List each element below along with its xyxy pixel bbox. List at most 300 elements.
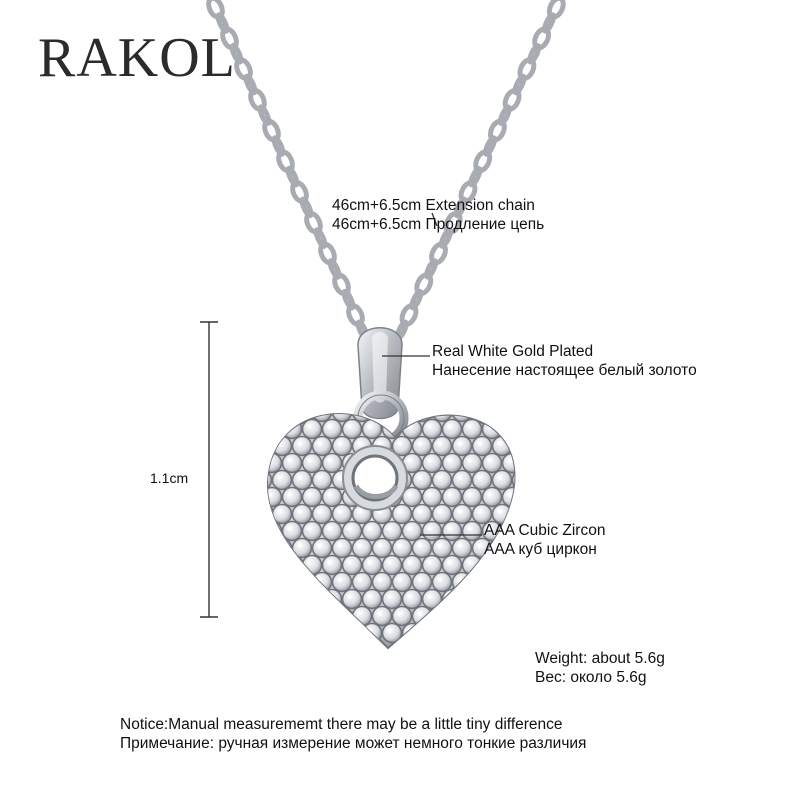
stone-label: [484, 521, 605, 559]
stone-sparkle: [277, 509, 281, 513]
zircon-stone: [393, 607, 412, 626]
stone-sparkle: [347, 560, 351, 564]
zircon-stone: [433, 607, 452, 626]
zircon-stone: [503, 624, 522, 643]
zircon-stone: [413, 471, 432, 490]
zircon-stone: [483, 454, 502, 473]
zircon-stone: [313, 539, 332, 558]
zircon-stone: [333, 607, 352, 626]
zircon-stone: [473, 573, 492, 592]
zircon-stone: [283, 590, 302, 609]
stone-sparkle: [347, 594, 351, 598]
stone-sparkle: [317, 475, 321, 479]
stone-sparkle: [477, 577, 481, 581]
zircon-stone: [493, 471, 512, 490]
stone-sparkle: [417, 475, 421, 479]
stone-sparkle: [437, 407, 441, 411]
stone-sparkle: [417, 577, 421, 581]
zircon-stone: [323, 624, 342, 643]
chain-label-ru: 46cm+6.5cm Продление цепь: [332, 216, 545, 233]
zircon-stone: [353, 539, 372, 558]
stone-sparkle: [367, 560, 371, 564]
stone-sparkle: [297, 509, 301, 513]
stone-sparkle: [287, 560, 291, 564]
zircon-stone: [503, 420, 522, 439]
stone-sparkle: [417, 611, 421, 615]
zircon-stone: [253, 539, 272, 558]
zircon-stone: [383, 556, 402, 575]
stone-sparkle: [357, 611, 361, 615]
stone-sparkle: [437, 509, 441, 513]
zircon-stone: [483, 420, 502, 439]
stone-sparkle: [337, 475, 341, 479]
zircon-stone: [343, 420, 362, 439]
stone-sparkle: [257, 509, 261, 513]
zircon-stone: [333, 539, 352, 558]
stone-sparkle: [507, 424, 511, 428]
zircon-stone: [413, 505, 432, 524]
zircon-stone: [463, 488, 482, 507]
zircon-stone: [333, 505, 352, 524]
stone-sparkle: [307, 628, 311, 632]
stone-sparkle: [267, 594, 271, 598]
stone-sparkle: [507, 560, 511, 564]
zircon-stone: [323, 556, 342, 575]
zircon-stone: [333, 573, 352, 592]
stone-sparkle: [317, 407, 321, 411]
zircon-stone: [313, 505, 332, 524]
zircon-stone: [483, 624, 502, 643]
zircon-stone: [373, 539, 392, 558]
stone-sparkle: [487, 560, 491, 564]
stone-sparkle: [257, 407, 261, 411]
zircon-stone: [453, 573, 472, 592]
stone-sparkle: [447, 492, 451, 496]
stone-sparkle: [397, 509, 401, 513]
stone-sparkle: [517, 577, 521, 581]
zircon-stone: [383, 522, 402, 541]
zircon-stone: [313, 403, 332, 422]
stone-sparkle: [477, 475, 481, 479]
stone-sparkle: [487, 628, 491, 632]
zircon-stone: [273, 539, 292, 558]
zircon-stone: [443, 624, 462, 643]
chain-length-label: [332, 196, 544, 234]
stone-sparkle: [467, 492, 471, 496]
stone-sparkle: [457, 509, 461, 513]
stone-sparkle: [437, 577, 441, 581]
stone-sparkle: [287, 526, 291, 530]
zircon-stone: [393, 539, 412, 558]
stone-sparkle: [437, 611, 441, 615]
chain: [206, 0, 566, 340]
zircon-stone: [273, 403, 292, 422]
stone-sparkle: [257, 543, 261, 547]
stone-sparkle: [337, 509, 341, 513]
stone-sparkle: [517, 509, 521, 513]
stone-sparkle: [517, 441, 521, 445]
zircon-stone: [303, 454, 322, 473]
stone-sparkle: [297, 611, 301, 615]
measurement-notice: [120, 715, 586, 753]
stone-sparkle: [467, 526, 471, 530]
zircon-stone: [423, 488, 442, 507]
zircon-stone: [263, 420, 282, 439]
zircon-stone: [283, 522, 302, 541]
zircon-stone: [443, 454, 462, 473]
zircon-stone: [473, 471, 492, 490]
zircon-stone: [263, 488, 282, 507]
zircon-stone: [323, 488, 342, 507]
stone-sparkle: [447, 628, 451, 632]
zircon-stone: [443, 590, 462, 609]
stone-sparkle: [457, 441, 461, 445]
stone-sparkle: [427, 526, 431, 530]
size-bracket: [200, 322, 218, 617]
stone-label-ru: AAA куб циркон: [484, 541, 597, 558]
stone-sparkle: [417, 441, 421, 445]
zircon-stone: [313, 607, 332, 626]
stone-sparkle: [327, 424, 331, 428]
zircon-stone: [473, 437, 492, 456]
stone-sparkle: [517, 407, 521, 411]
zircon-stone: [293, 607, 312, 626]
stone-sparkle: [357, 543, 361, 547]
zircon-stone: [453, 437, 472, 456]
stone-sparkle: [327, 526, 331, 530]
zircon-stone: [513, 403, 532, 422]
stone-sparkle: [397, 543, 401, 547]
zircon-stone: [513, 573, 532, 592]
stone-sparkle: [407, 458, 411, 462]
stone-sparkle: [427, 560, 431, 564]
stone-sparkle: [317, 509, 321, 513]
zircon-stone: [263, 522, 282, 541]
stone-sparkle: [357, 509, 361, 513]
zircon-stone: [253, 437, 272, 456]
stone-sparkle: [367, 424, 371, 428]
stone-sparkle: [477, 611, 481, 615]
zircon-stone: [433, 505, 452, 524]
stone-sparkle: [467, 594, 471, 598]
zircon-stone: [263, 454, 282, 473]
stone-sparkle: [417, 407, 421, 411]
stone-sparkle: [517, 611, 521, 615]
stone-sparkle: [407, 492, 411, 496]
stone-sparkle: [387, 628, 391, 632]
stone-sparkle: [457, 407, 461, 411]
zircon-stone: [363, 590, 382, 609]
zircon-stone: [453, 505, 472, 524]
size-label: 1.1cm: [150, 470, 189, 486]
stone-sparkle: [327, 594, 331, 598]
zircon-stone: [253, 573, 272, 592]
stone-sparkle: [287, 424, 291, 428]
stone-sparkle: [297, 543, 301, 547]
stone-sparkle: [457, 543, 461, 547]
stone-sparkle: [477, 407, 481, 411]
stone-sparkle: [337, 407, 341, 411]
stone-sparkle: [307, 526, 311, 530]
stone-sparkle: [507, 492, 511, 496]
stone-sparkle: [277, 611, 281, 615]
zircon-stone: [323, 454, 342, 473]
zircon-stone: [473, 607, 492, 626]
stone-label-en: AAA Cubic Zircon: [484, 522, 606, 539]
zircon-stone: [343, 590, 362, 609]
zircon-stone: [443, 420, 462, 439]
stone-sparkle: [467, 628, 471, 632]
stone-sparkle: [427, 492, 431, 496]
zircon-stone: [323, 590, 342, 609]
weight-label-en: Weight: about 5.6g: [535, 650, 665, 667]
zircon-stone: [263, 624, 282, 643]
stone-sparkle: [377, 441, 381, 445]
stone-sparkle: [387, 526, 391, 530]
stone-sparkle: [387, 560, 391, 564]
zircon-stone: [303, 590, 322, 609]
stone-sparkle: [307, 424, 311, 428]
stone-sparkle: [327, 492, 331, 496]
zircon-stone: [343, 556, 362, 575]
stone-sparkle: [497, 407, 501, 411]
zircon-stone: [453, 471, 472, 490]
stone-sparkle: [257, 577, 261, 581]
stone-sparkle: [337, 611, 341, 615]
stone-sparkle: [377, 543, 381, 547]
stone-sparkle: [477, 509, 481, 513]
stone-sparkle: [477, 441, 481, 445]
stone-sparkle: [377, 577, 381, 581]
stone-sparkle: [407, 594, 411, 598]
stone-sparkle: [347, 424, 351, 428]
brand-logo: RAKOL: [38, 27, 236, 89]
zircon-stone: [463, 624, 482, 643]
stone-sparkle: [497, 611, 501, 615]
stone-sparkle: [327, 458, 331, 462]
zircon-stone: [403, 590, 422, 609]
zircon-stone: [253, 505, 272, 524]
zircon-stone: [283, 454, 302, 473]
stone-sparkle: [507, 594, 511, 598]
stone-sparkle: [307, 560, 311, 564]
zircon-stone: [493, 607, 512, 626]
zircon-stone: [493, 403, 512, 422]
zircon-stone: [303, 522, 322, 541]
zircon-stone: [283, 556, 302, 575]
weight-label: [535, 649, 665, 687]
zircon-stone: [513, 607, 532, 626]
zircon-stone: [423, 522, 442, 541]
zircon-stone: [433, 471, 452, 490]
stone-sparkle: [497, 441, 501, 445]
stone-sparkle: [267, 560, 271, 564]
stone-sparkle: [437, 441, 441, 445]
zircon-stone: [283, 488, 302, 507]
stone-sparkle: [317, 543, 321, 547]
stone-sparkle: [437, 543, 441, 547]
stone-sparkle: [287, 628, 291, 632]
zircon-stone: [273, 607, 292, 626]
stone-sparkle: [447, 526, 451, 530]
zircon-stone: [513, 437, 532, 456]
zircon-stone: [473, 403, 492, 422]
zircon-stone: [413, 607, 432, 626]
zircon-stone: [263, 556, 282, 575]
plating-label-ru: Нанесение настоящее белый золото: [432, 362, 697, 379]
stone-sparkle: [267, 628, 271, 632]
zircon-stone: [373, 607, 392, 626]
stone-sparkle: [367, 526, 371, 530]
stone-sparkle: [487, 594, 491, 598]
stone-sparkle: [427, 458, 431, 462]
stone-sparkle: [427, 594, 431, 598]
stone-sparkle: [267, 424, 271, 428]
zircon-stone: [403, 556, 422, 575]
zircon-stone: [463, 556, 482, 575]
stone-sparkle: [347, 628, 351, 632]
stone-sparkle: [287, 594, 291, 598]
zircon-stone: [393, 573, 412, 592]
zircon-stone: [443, 522, 462, 541]
zircon-stone: [423, 556, 442, 575]
zircon-stone: [423, 454, 442, 473]
stone-sparkle: [307, 458, 311, 462]
zircon-stone: [293, 437, 312, 456]
zircon-stone: [253, 403, 272, 422]
stone-sparkle: [457, 475, 461, 479]
zircon-stone: [493, 573, 512, 592]
stone-sparkle: [447, 458, 451, 462]
stone-sparkle: [297, 407, 301, 411]
plating-label: [432, 342, 697, 380]
zircon-stone: [503, 590, 522, 609]
stone-sparkle: [477, 543, 481, 547]
zircon-stone: [293, 539, 312, 558]
notice-ru: Примечание: ручная измерение может немного тонкие различия: [120, 735, 587, 752]
plating-label-en: Real White Gold Plated: [432, 343, 594, 360]
weight-label-ru: Вес: около 5.6g: [535, 669, 647, 686]
zircon-stone: [303, 488, 322, 507]
stone-sparkle: [427, 424, 431, 428]
stone-sparkle: [277, 543, 281, 547]
zircon-stone: [453, 403, 472, 422]
stone-sparkle: [397, 611, 401, 615]
stone-sparkle: [507, 628, 511, 632]
zircon-stone: [313, 437, 332, 456]
zircon-stone: [423, 590, 442, 609]
stone-sparkle: [357, 441, 361, 445]
stone-sparkle: [497, 577, 501, 581]
zircon-stone: [463, 420, 482, 439]
stone-sparkle: [497, 509, 501, 513]
stone-sparkle: [407, 560, 411, 564]
stone-sparkle: [397, 441, 401, 445]
chain-label-en: 46cm+6.5cm Extension chain: [332, 197, 535, 214]
zircon-stone: [423, 420, 442, 439]
stone-sparkle: [277, 407, 281, 411]
zircon-stone: [383, 590, 402, 609]
stone-sparkle: [327, 628, 331, 632]
zircon-stone: [343, 624, 362, 643]
stone-sparkle: [297, 475, 301, 479]
zircon-stone: [423, 624, 442, 643]
zircon-stone: [323, 522, 342, 541]
zircon-stone: [363, 522, 382, 541]
zircon-stone: [403, 522, 422, 541]
zircon-stone: [453, 539, 472, 558]
stone-sparkle: [487, 492, 491, 496]
zircon-stone: [433, 573, 452, 592]
zircon-stone: [463, 590, 482, 609]
stone-sparkle: [347, 526, 351, 530]
zircon-stone: [413, 539, 432, 558]
zircon-stone: [273, 573, 292, 592]
stone-sparkle: [437, 475, 441, 479]
zircon-stone: [333, 403, 352, 422]
stone-sparkle: [337, 577, 341, 581]
stone-sparkle: [417, 543, 421, 547]
zircon-stone: [393, 505, 412, 524]
stone-sparkle: [307, 492, 311, 496]
zircon-stone: [413, 573, 432, 592]
zircon-stone: [413, 437, 432, 456]
zircon-stone: [293, 403, 312, 422]
zircon-stone: [463, 522, 482, 541]
zircon-stone: [273, 471, 292, 490]
zircon-stone: [443, 488, 462, 507]
stone-sparkle: [297, 441, 301, 445]
zircon-stone: [253, 607, 272, 626]
stone-sparkle: [357, 577, 361, 581]
zircon-stone: [303, 420, 322, 439]
stone-sparkle: [257, 475, 261, 479]
stone-sparkle: [277, 475, 281, 479]
stone-sparkle: [287, 492, 291, 496]
stone-sparkle: [467, 560, 471, 564]
zircon-stone: [463, 454, 482, 473]
zircon-stone: [433, 437, 452, 456]
stone-sparkle: [367, 594, 371, 598]
zircon-stone: [293, 573, 312, 592]
stone-sparkle: [317, 441, 321, 445]
stone-sparkle: [457, 611, 461, 615]
stone-sparkle: [497, 475, 501, 479]
stone-sparkle: [257, 441, 261, 445]
stone-sparkle: [257, 611, 261, 615]
stone-sparkle: [307, 594, 311, 598]
stone-sparkle: [277, 577, 281, 581]
stone-sparkle: [447, 560, 451, 564]
zircon-stone: [353, 573, 372, 592]
zircon-stone: [483, 488, 502, 507]
zircon-stone: [433, 403, 452, 422]
zircon-stone: [313, 471, 332, 490]
zircon-stone: [293, 471, 312, 490]
zircon-stone: [493, 437, 512, 456]
stone-sparkle: [487, 458, 491, 462]
stone-sparkle: [387, 594, 391, 598]
stone-sparkle: [287, 458, 291, 462]
zircon-stone: [283, 624, 302, 643]
stone-sparkle: [327, 560, 331, 564]
zircon-stone: [293, 505, 312, 524]
zircon-stone: [413, 403, 432, 422]
zircon-stone: [333, 437, 352, 456]
zircon-stone: [363, 556, 382, 575]
stone-sparkle: [267, 526, 271, 530]
zircon-stone: [363, 420, 382, 439]
